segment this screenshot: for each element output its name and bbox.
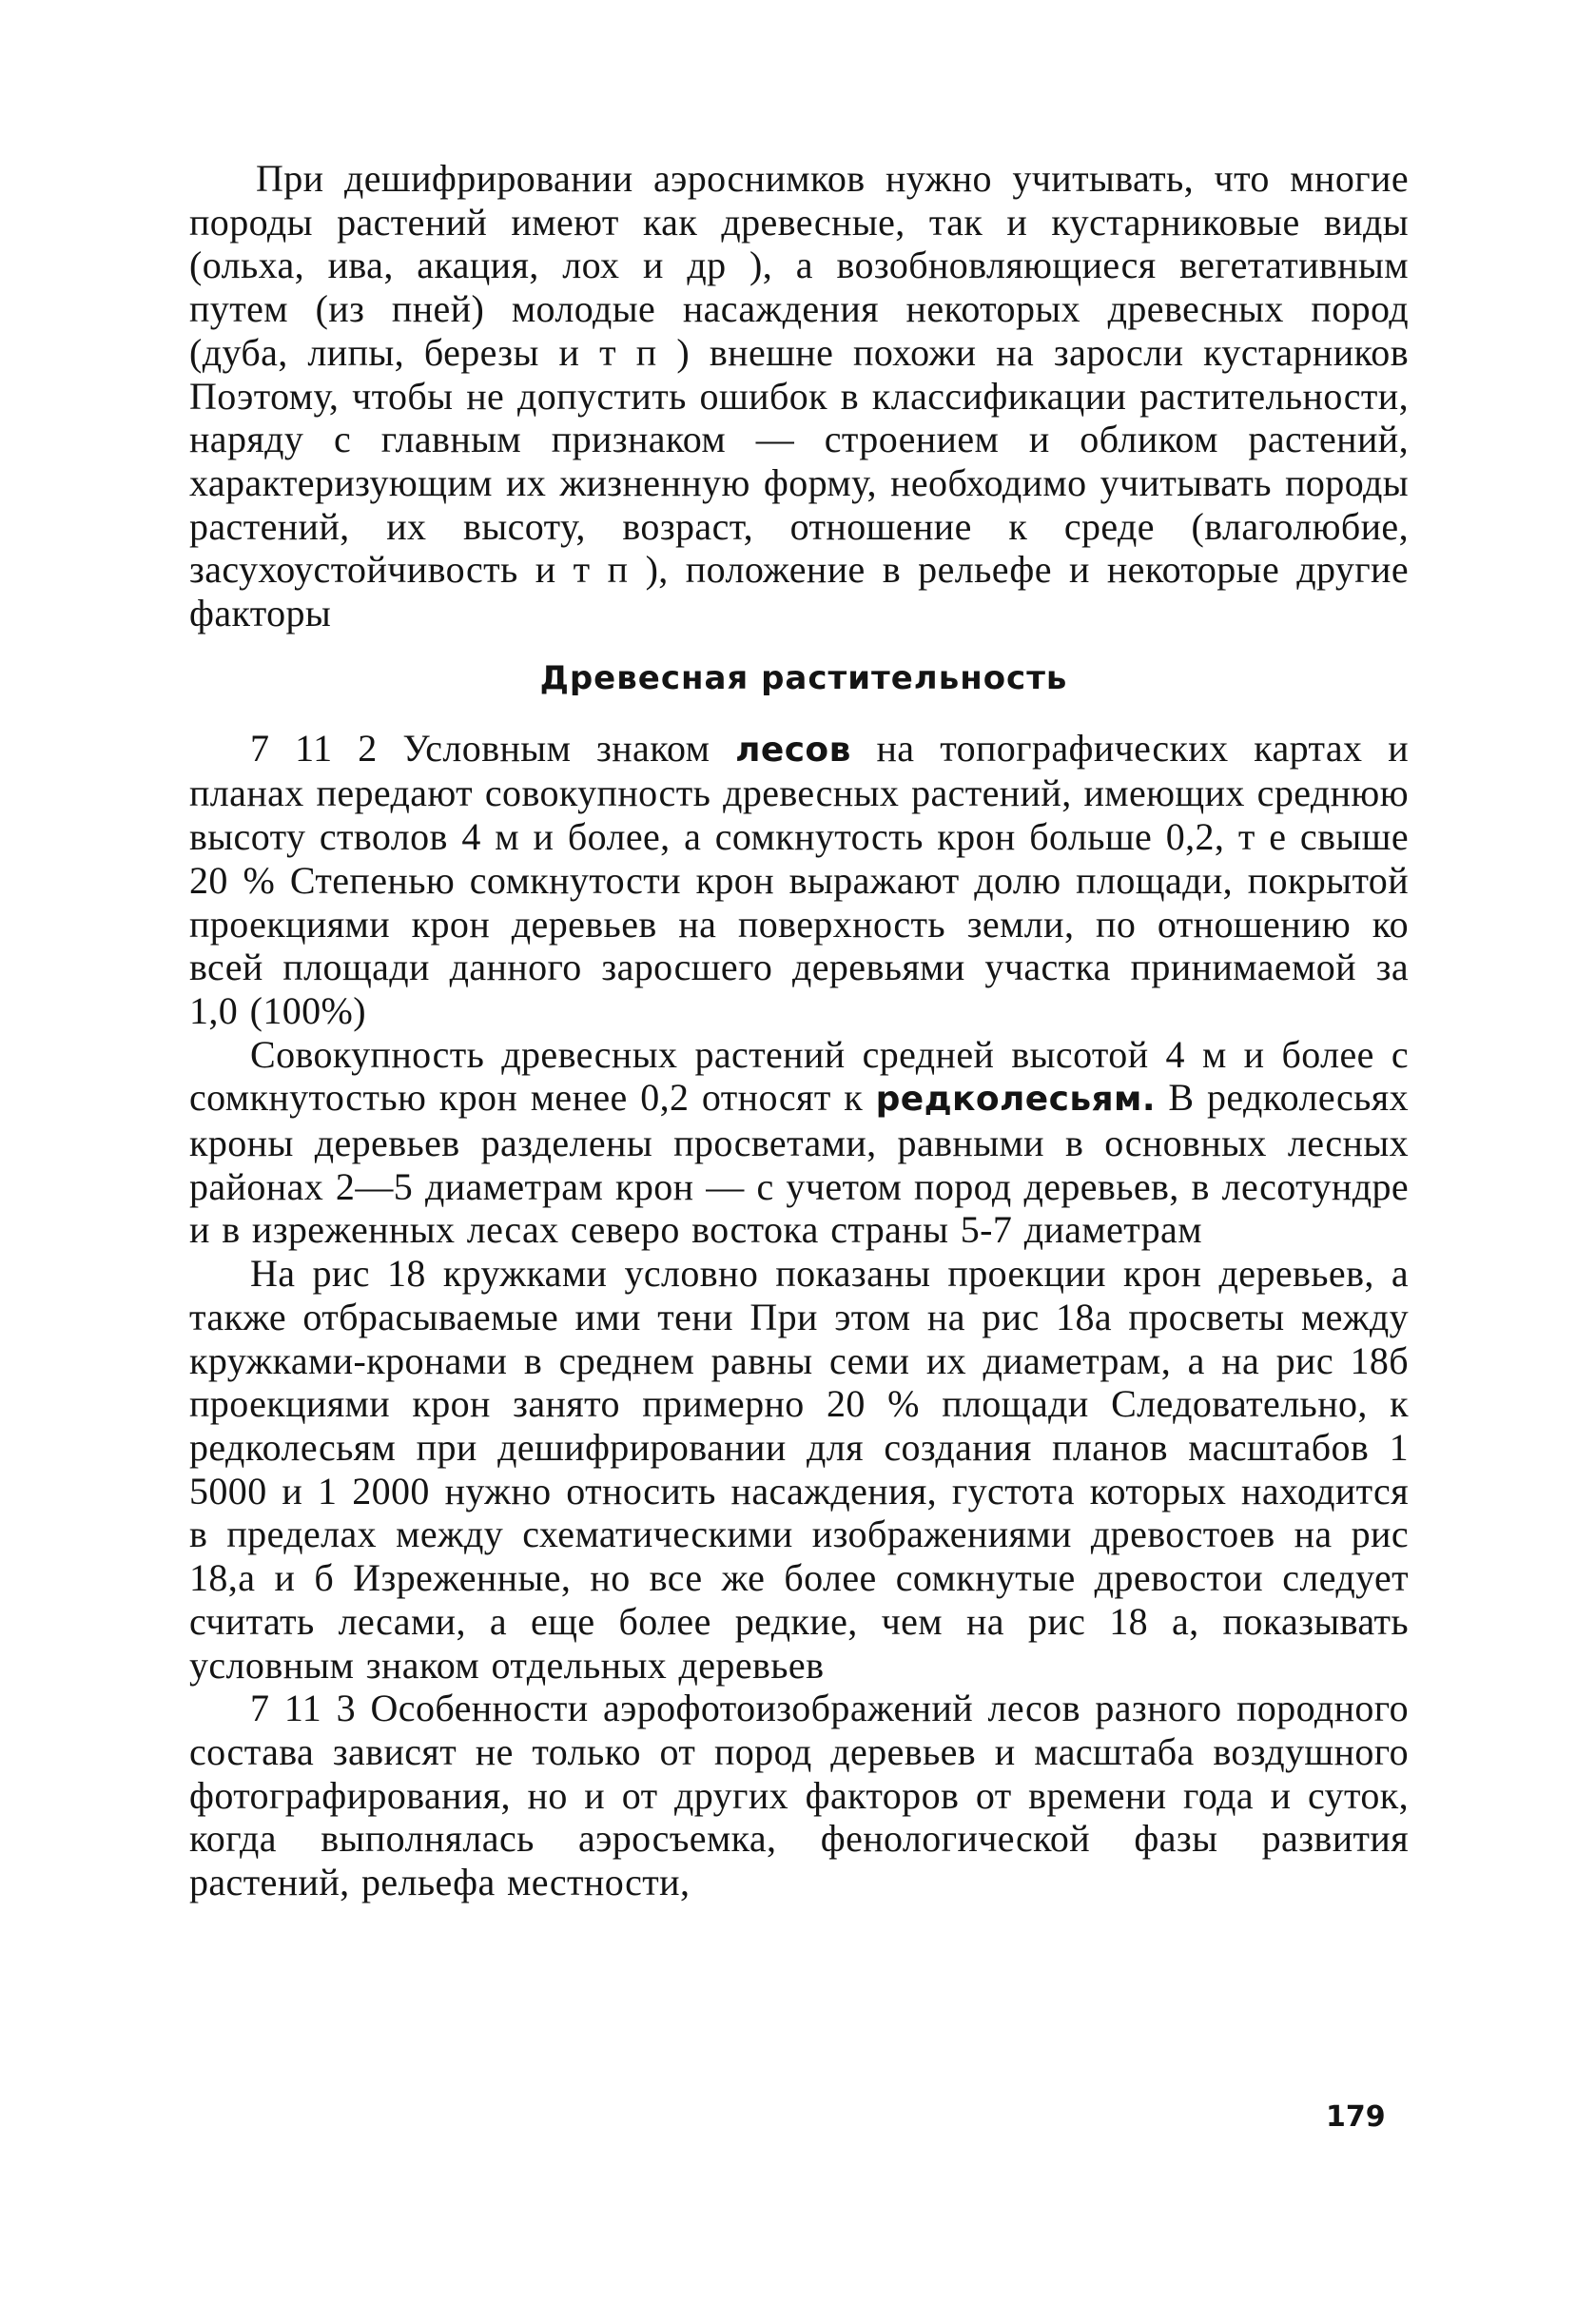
paragraph-7-11-2-lead: 7 11 2 Условным знаком xyxy=(250,726,736,770)
document-page xyxy=(189,157,1409,1904)
term-forests: лесов xyxy=(735,730,851,770)
sparse-forest-rest: В редколесьях кроны деревьев разделены просветами, равными в основных лесных районах 2—5 диаметрам крон — с учетом пород деревьев, в лесотундре и в изреженных лесах северо востока страны 5-7 диаметрам xyxy=(189,1076,1409,1252)
paragraph-7-11-2 xyxy=(189,727,1409,1033)
sparse-forest-paragraph xyxy=(189,1033,1409,1253)
term-sparse-forests: редколесьям. xyxy=(875,1080,1156,1120)
section-heading: Древесная растительность xyxy=(539,658,1068,697)
sparse-forest-lead: Совокупность древесных растений средней высотой 4 м и более с сомкнутостью крон менее 0,2 относят к xyxy=(189,1032,1409,1120)
page-number: 179 xyxy=(1326,2100,1386,2134)
figure-reference-paragraph: На рис 18 кружками условно показаны проекции крон деревьев, а также отбрасываемые ими тени При этом на рис 18а просветы между кружками-кронами в среднем равны семи их диаметрам, а на рис 18б проекциями крон занято примерно 20 % площади Следовательно, к редколесьям при дешифрировании для создания планов масштабов 1 5000 и 1 2000 нужно относить насаждения, густота которых находится в пределах между схематическими изображениями древостоев на рис 18,а и б Изреженные, но все же более сомкнутые древостои следует считать лесами, а еще более редкие, чем на рис 18 а, показывать условным знаком отдельных деревьев xyxy=(189,1252,1409,1687)
paragraph-7-11-3: 7 11 3 Особенности аэрофотоизображений лесов разного породного состава зависят не только от пород деревьев и масштаба воздушного фотографирования, но и от других факторов от времени года и суток, когда выполнялась аэросъемка, фенологической фазы развития растений, рельефа местности, xyxy=(189,1687,1409,1904)
intro-paragraph: При дешифрировании аэроснимков нужно учитывать, что многие породы растений имеют как древесные, так и кустарниковые виды (ольха, ива, акация, лох и др ), а возобновляющиеся вегетативным путем (из пней) молодые насаждения некоторых древесных пород (дуба, липы, березы и т п ) внешне похожи на заросли кустарников Поэтому, чтобы не допустить ошибок в классификации растительности, наряду с главным признаком — строением и обликом растений, характеризующим их жизненную форму, необходимо учитывать породы растений, их высоту, возраст, отношение к среде (влаголюбие, засухоустойчивость и т п ), положение в рельефе и некоторые другие факторы xyxy=(189,157,1409,635)
paragraph-7-11-2-rest: на топографических картах и планах передают совокупность древесных растений, имеющих среднюю высоту стволов 4 м и более, а сомкнутость крон больше 0,2, т е свыше 20 % Степенью сомкнутости крон выражают долю площади, покрытой проекциями крон деревьев на поверхность земли, по отношению ко всей площади данного заросшего деревьями участка принимаемой за 1,0 (100%) xyxy=(189,726,1410,1032)
